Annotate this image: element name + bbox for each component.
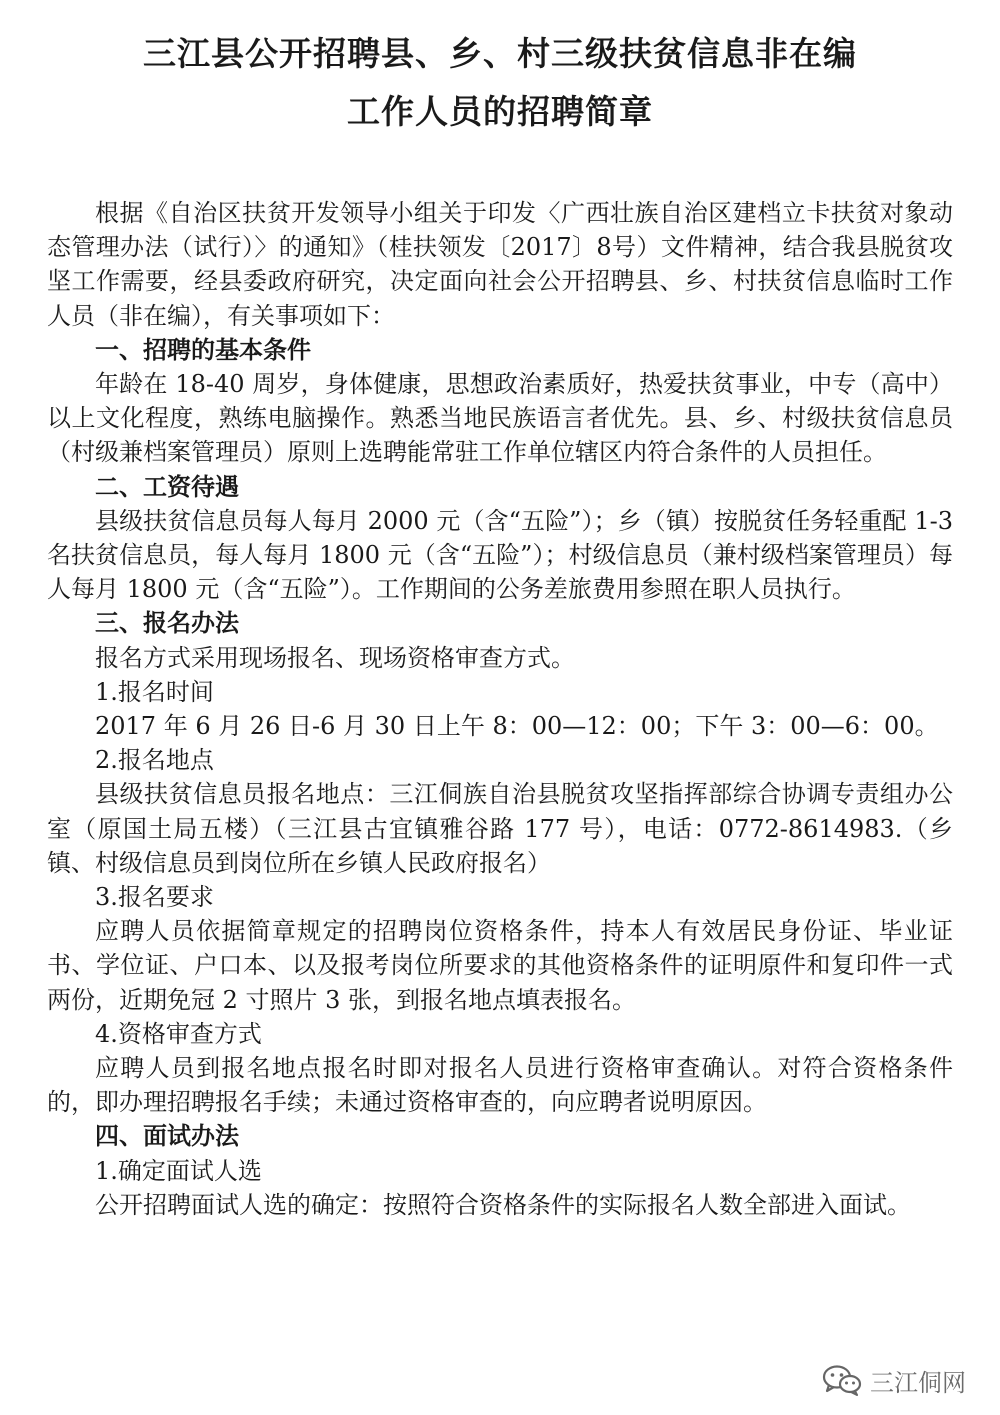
paragraph-interview-candidates: 公开招聘面试人选的确定：按照符合资格条件的实际报名人数全部进入面试。 [95, 1190, 911, 1219]
section-heading-interview: 四、面试办法 [95, 1122, 239, 1151]
document-title-line-2: 工作人员的招聘简章 [347, 92, 653, 131]
subheading-registration-place: 2.报名地点 [95, 746, 214, 775]
section-heading-registration: 三、报名办法 [95, 609, 239, 638]
paragraph-salary: 县级扶贫信息员每人每月 2000 元（含“五险”）；乡（镇）按脱贫任务轻重配 1-3 名扶贫信息员，每人每月 1800 元（含“五险”）；村级信息员（兼村级档案管理员）每人每月 1800 元（含“五险”）。工作期间的公务差旅费用参照在职人员执行。 [47, 506, 953, 604]
document-body [47, 196, 953, 1222]
subheading-registration-requirements: 3.报名要求 [95, 883, 214, 912]
paragraph-registration-time: 2017 年 6 月 26 日-6 月 30 日上午 8：00—12：00；下午 3：00—6：00。 [95, 712, 939, 741]
document-title-line-1: 三江县公开招聘县、乡、村三级扶贫信息非在编 [143, 34, 857, 73]
paragraph-qualification-review: 应聘人员到报名地点报名时即对报名人员进行资格审查确认。对符合资格条件的，即办理招聘报名手续；未通过资格审查的，向应聘者说明原因。 [47, 1054, 953, 1117]
subheading-qualification-review: 4.资格审查方式 [95, 1019, 262, 1048]
watermark [822, 1362, 966, 1398]
paragraph-conditions: 年龄在 18-40 周岁，身体健康，思想政治素质好，热爱扶贫事业，中专（高中）以上文化程度，熟练电脑操作。熟悉当地民族语言者优先。县、乡、村级扶贫信息员（村级兼档案管理员）原则上选聘能常驻工作单位辖区内符合条件的人员担任。 [47, 370, 953, 467]
paragraph-registration-place: 县级扶贫信息员报名地点：三江侗族自治县脱贫攻坚指挥部综合协调专责组办公室（原国土局五楼）（三江县古宜镇雅谷路 177 号），电话：0772-8614983.（乡镇、村级信息员到岗位所在乡镇人民政府报名） [47, 780, 953, 877]
intro-paragraph: 根据《自治区扶贫开发领导小组关于印发〈广西壮族自治区建档立卡扶贫对象动态管理办法（试行）〉的通知》（桂扶领发〔2017〕8号）文件精神，结合我县脱贫攻坚工作需要，经县委政府研究，决定面向社会公开招聘县、乡、村扶贫信息临时工作人员（非在编），有关事项如下： [47, 199, 953, 330]
watermark-text: 三江侗网 [870, 1368, 966, 1397]
paragraph-registration-method: 报名方式采用现场报名、现场资格审查方式。 [95, 643, 575, 672]
section-heading-salary: 二、工资待遇 [95, 472, 239, 501]
wechat-icon [822, 1364, 862, 1396]
section-heading-conditions: 一、招聘的基本条件 [95, 335, 311, 364]
paragraph-registration-requirements: 应聘人员依据简章规定的招聘岗位资格条件，持本人有效居民身份证、毕业证书、学位证、户口本、以及报考岗位所要求的其他资格条件的证明原件和复印件一式两份，近期免冠 2 寸照片 3 张，到报名地点填表报名。 [47, 917, 953, 1014]
subheading-registration-time: 1.报名时间 [95, 677, 214, 706]
subheading-interview-candidates: 1.确定面试人选 [95, 1156, 262, 1185]
